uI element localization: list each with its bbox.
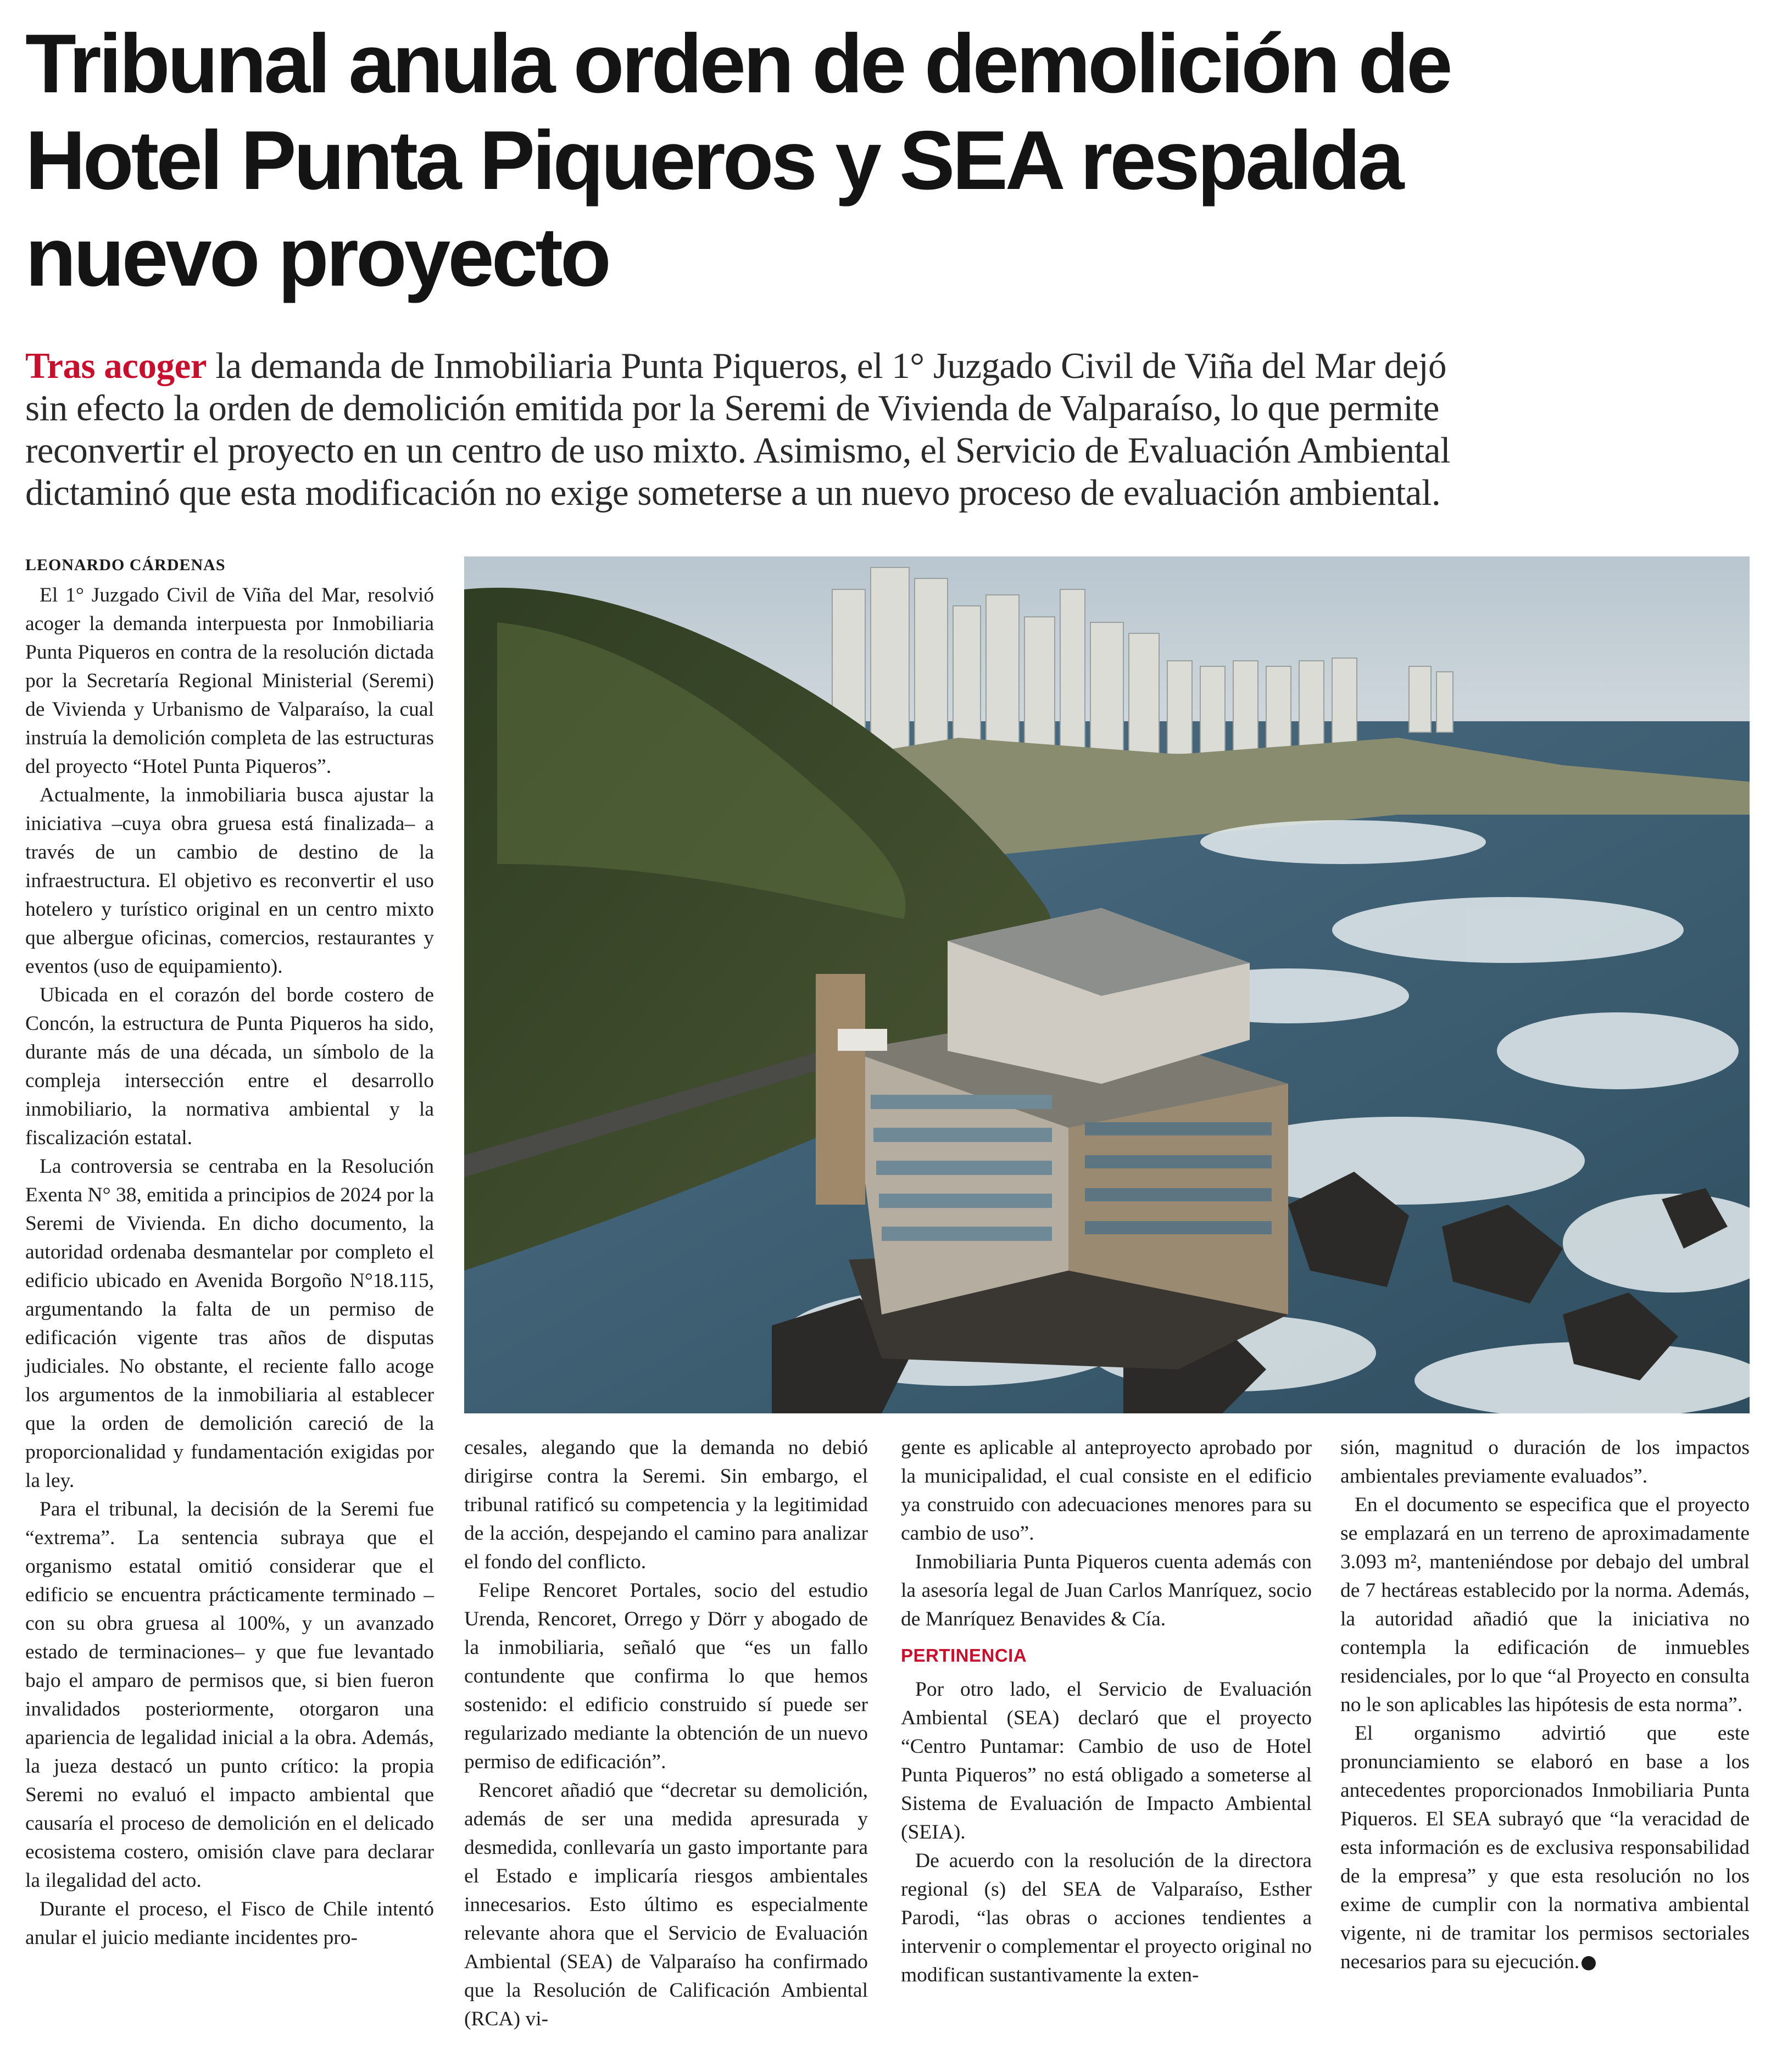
hotel-sign <box>838 1029 887 1051</box>
end-of-article-icon: P <box>1581 1956 1596 1970</box>
paragraph <box>1340 1719 1750 1976</box>
paragraph: El 1° Juzgado Civil de Viña del Mar, resolvió acoger la demanda interpuesta por Inmobiliaria Punta Piqueros en contra de la resolución dictada por la Secretaría Regional Ministerial (Seremi) de Vivienda y Urbanismo de Valparaíso, la cual instruía la demolición completa de las estructuras del proyecto “Hotel Punta Piqueros”. <box>25 584 434 778</box>
paragraph: Inmobiliaria Punta Piqueros cuenta además con la asesoría legal de Juan Carlos Manríquez, socio de Manríquez Benavides & Cía. <box>901 1551 1312 1630</box>
lead-paragraph <box>25 345 1756 514</box>
last-paragraph-text: El organismo advirtió que este pronunciamiento se elaboró en base a los antecedentes proporcionados Inmobiliaria Punta Piqueros. El SEA subrayó que “la veracidad de esta información es de exclusiva responsabilidad de la empresa” y que esta resolución no los exime de cumplir con la normativa ambiental vigente, ni de tramitar los permisos sectoriales necesarios para su ejecución. <box>1340 1722 1750 1973</box>
paragraph: Ubicada en el corazón del borde costero de Concón, la estructura de Punta Piqueros ha sido, durante más de una década, un símbolo de la compleja intersección entre el desarrollo inmobiliario, la normativa ambiental y la fiscalización estatal. <box>25 984 434 1149</box>
headline-line-2: Hotel Punta Piqueros y SEA respalda <box>25 114 1402 207</box>
article-column-4 <box>1340 1434 1750 1976</box>
headline-line-1: Tribunal anula orden de demolición de <box>25 17 1450 110</box>
hotel-tower-left <box>816 974 865 1205</box>
article-column-2 <box>464 1434 868 2034</box>
paragraph: Rencoret añadió que “decretar su demolición, además de ser una medida apresurada y desmedida, conllevaría un gasto importante para el Estado e implicaría riesgos ambientales innecesarios. Esto último es especialmente relevante ahora que el Servicio de Evaluación Ambiental (SEA) de Valparaíso ha confirmado que la Resolución de Calificación Ambiental (RCA) vi- <box>464 1779 868 2030</box>
lead-line-1-rest: la demanda de Inmobiliaria Punta Piqueros, el 1° Juzgado Civil de Viña del Mar dejó <box>207 346 1447 386</box>
section-subhead: PERTINENCIA <box>901 1645 1027 1666</box>
lead-line-1 <box>25 345 1756 387</box>
paragraph: cesales, alegando que la demanda no debió dirigirse contra la Seremi. Sin embargo, el tribunal ratificó su competencia y la legitimidad de la acción, despejando el camino para analizar el fondo del conflicto. <box>464 1436 868 1573</box>
paragraph: Para el tribunal, la decisión de la Seremi fue “extrema”. La sentencia subraya que el organismo estatal omitió considerar que el edificio se encuentra prácticamente terminado –con su obra gruesa al 100%, y un avanzado estado de terminaciones– y que fue levantado bajo el amparo de permisos que, si bien fueron invalidados posteriormente, otorgaron una apariencia de legalidad inicial a la obra. Además, la jueza destacó un punto crítico: la propia Seremi no evaluó el impacto ambiental que causaría el proceso de demolición en el delicado ecosistema costero, omisión clave para declarar la ilegalidad del acto. <box>25 1498 434 1892</box>
lead-line-3: reconvertir el proyecto en un centro de uso mixto. Asimismo, el Servicio de Evaluación Ambiental <box>25 430 1451 471</box>
paragraph: sión, magnitud o duración de los impactos ambientales previamente evaluados”. <box>1340 1436 1750 1488</box>
paragraph: Actualmente, la inmobiliaria busca ajustar la iniciativa –cuya obra gruesa está finalizada– a través de un cambio de destino de la infraestructura. El objetivo es reconvertir el uso hotelero y turístico original en un centro mixto que albergue oficinas, comercios, restaurantes y eventos (uso de equipamiento). <box>25 784 434 978</box>
headline-line-3: nuevo proyecto <box>25 210 609 304</box>
byline: LEONARDO CÁRDENAS <box>25 556 226 574</box>
article-photo <box>464 556 1750 1413</box>
paragraph: De acuerdo con la resolución de la directora regional (s) del SEA de Valparaíso, Esther Parodi, “las obras o acciones tendientes a intervenir o complementar el proyecto original no modifican sustantivamente la exten- <box>901 1850 1312 1986</box>
lead-line-4: dictaminó que esta modificación no exige someterse a un nuevo proceso de evaluación ambiental. <box>25 472 1441 513</box>
paragraph: En el documento se especifica que el proyecto se emplazará en un terreno de aproximadamente 3.093 m², manteniéndose por debajo del umbral de 7 hectáreas establecido por la norma. Además, la autoridad añadió que la iniciativa no contempla la edificación de inmuebles residenciales, por lo que “al Proyecto en consulta no le son aplicables las hipótesis de esta norma”. <box>1340 1494 1750 1716</box>
headline <box>25 15 1756 305</box>
paragraph: La controversia se centraba en la Resolución Exenta N° 38, emitida a principios de 2024 por la Seremi de Vivienda. En dicho documento, la autoridad ordenaba desmantelar por completo el edificio ubicado en Avenida Borgoño N°18.115, argumentando la falta de un permiso de edificación vigente tras años de disputas judiciales. No obstante, el reciente fallo acoge los argumentos de la inmobiliaria al establecer que la orden de demolición careció de la proporcionalidad y fundamentación exigidas por la ley. <box>25 1155 434 1492</box>
paragraph: gente es aplicable al anteproyecto aprobado por la municipalidad, el cual consiste en el edificio ya construido con adecuaciones menores para su cambio de uso”. <box>901 1436 1312 1545</box>
paragraph: Por otro lado, el Servicio de Evaluación Ambiental (SEA) declaró que el proyecto “Centro Puntamar: Cambio de uso de Hotel Punta Piqueros” no está obligado a someterse al Sistema de Evaluación de Impacto Ambiental (SEIA). <box>901 1678 1312 1843</box>
article-column-1 <box>25 581 434 1952</box>
article-column-3 <box>901 1434 1312 1990</box>
paragraph: Felipe Rencoret Portales, socio del estudio Urenda, Rencoret, Orrego y Dörr y abogado de la inmobiliaria, señaló que “es un fallo contundente que confirma lo que hemos sostenido: el edificio construido sí puede ser regularizado mediante la obtención de un nuevo permiso de edificación”. <box>464 1579 868 1773</box>
lead-kicker: Tras acoger <box>25 346 207 386</box>
lead-line-2: sin efecto la orden de demolición emitida por la Seremi de Vivienda de Valparaíso, lo que permite <box>25 388 1439 428</box>
photo-illustration <box>464 556 1750 1413</box>
paragraph: Durante el proceso, el Fisco de Chile intentó anular el juicio mediante incidentes pro- <box>25 1898 434 1949</box>
